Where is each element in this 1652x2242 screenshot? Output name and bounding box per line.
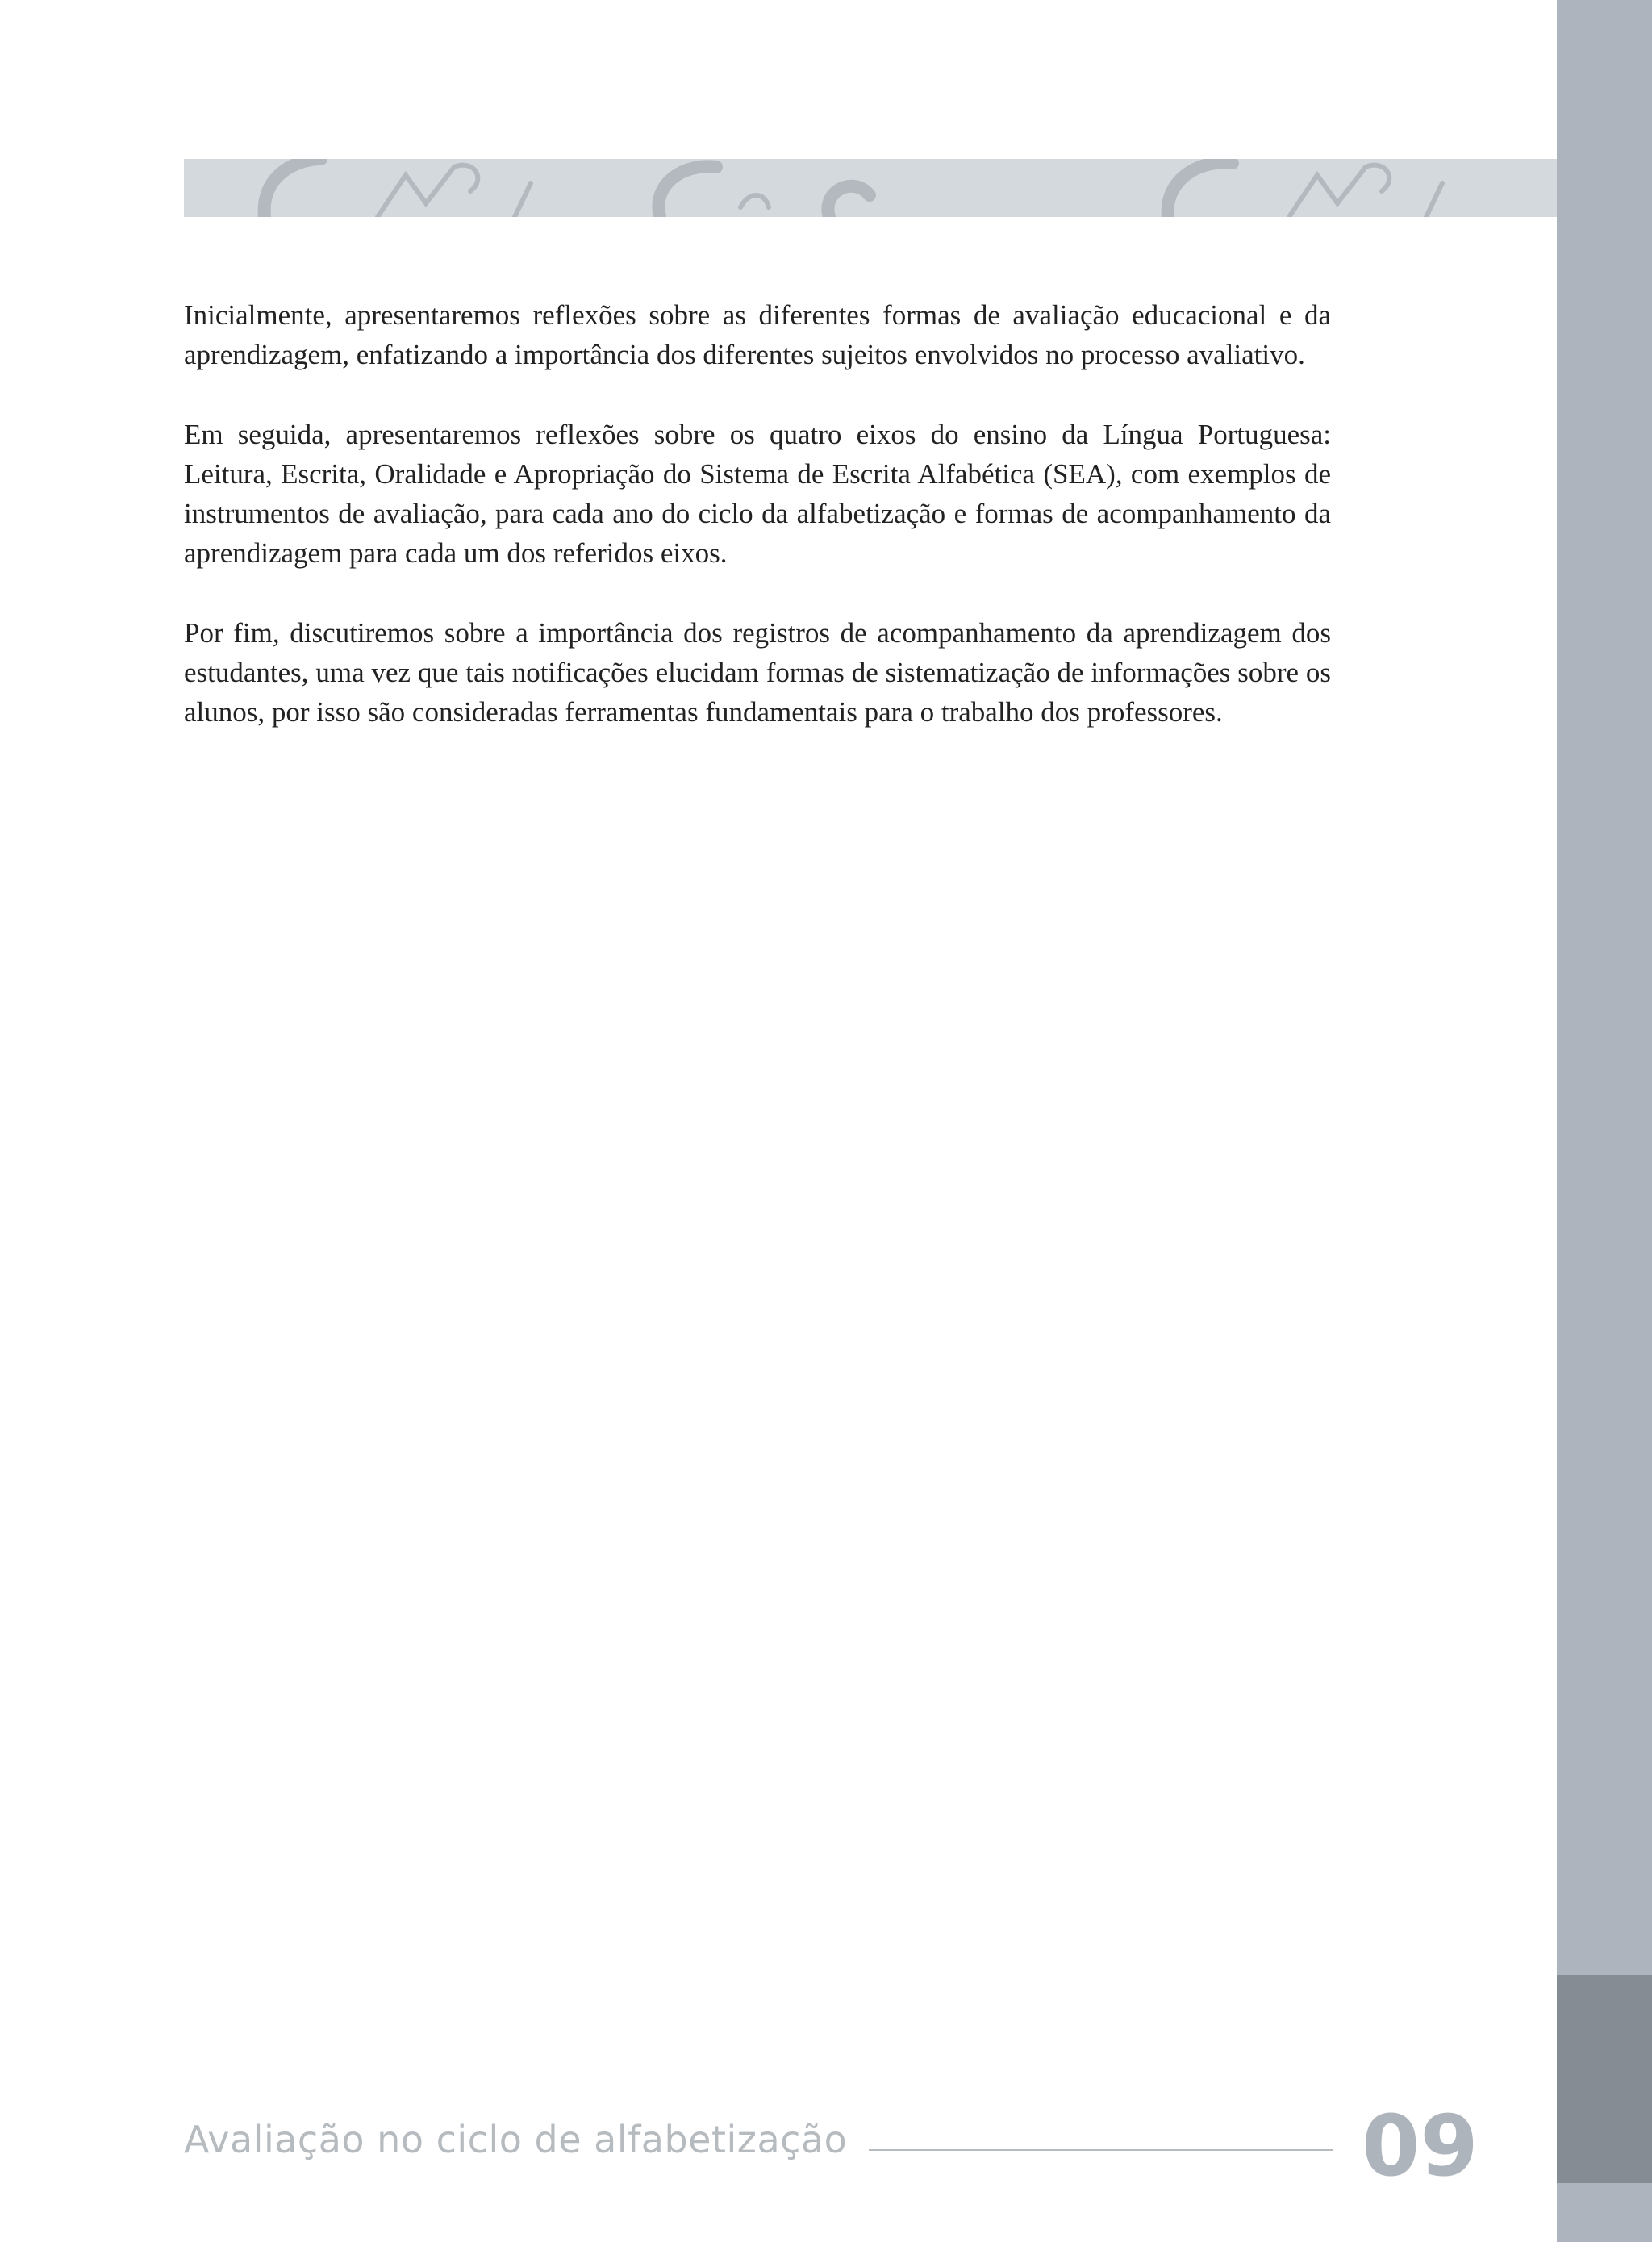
sidebar-strip <box>1557 0 1652 2242</box>
decorative-letters <box>184 159 1557 217</box>
decorative-header-band <box>184 159 1557 217</box>
paragraph-3: Por fim, discutiremos sobre a importância dos registros de acompanhamento da aprendizagem dos estudantes, uma vez que tais notificações elucidam formas de sistematização de informações sobre os alunos, por isso são consideradas ferramentas fundamentais para o trabalho dos professores. <box>184 617 1331 728</box>
paragraph-2: Em seguida, apresentaremos reflexões sobre os quatro eixos do ensino da Língua Portuguesa: Leitura, Escrita, Oralidade e Apropriação do Sistema de Escrita Alfabética (SEA), com exemplos de instrumentos de avaliação, para cada ano do ciclo da alfabetização e formas de acompanhamento da aprendizagem para cada um dos referidos eixos. <box>184 419 1331 569</box>
page-number: 09 <box>1362 2097 1479 2195</box>
footer-title: Avaliação no ciclo de alfabetização <box>184 2118 848 2161</box>
body-text <box>184 295 1331 772</box>
footer-divider <box>869 2149 1333 2151</box>
sidebar-page-tab <box>1557 1975 1652 2183</box>
paragraph-1: Inicialmente, apresentaremos reflexões sobre as diferentes formas de avaliação educacional e da aprendizagem, enfatizando a importância dos diferentes sujeitos envolvidos no processo avaliativo. <box>184 299 1331 370</box>
